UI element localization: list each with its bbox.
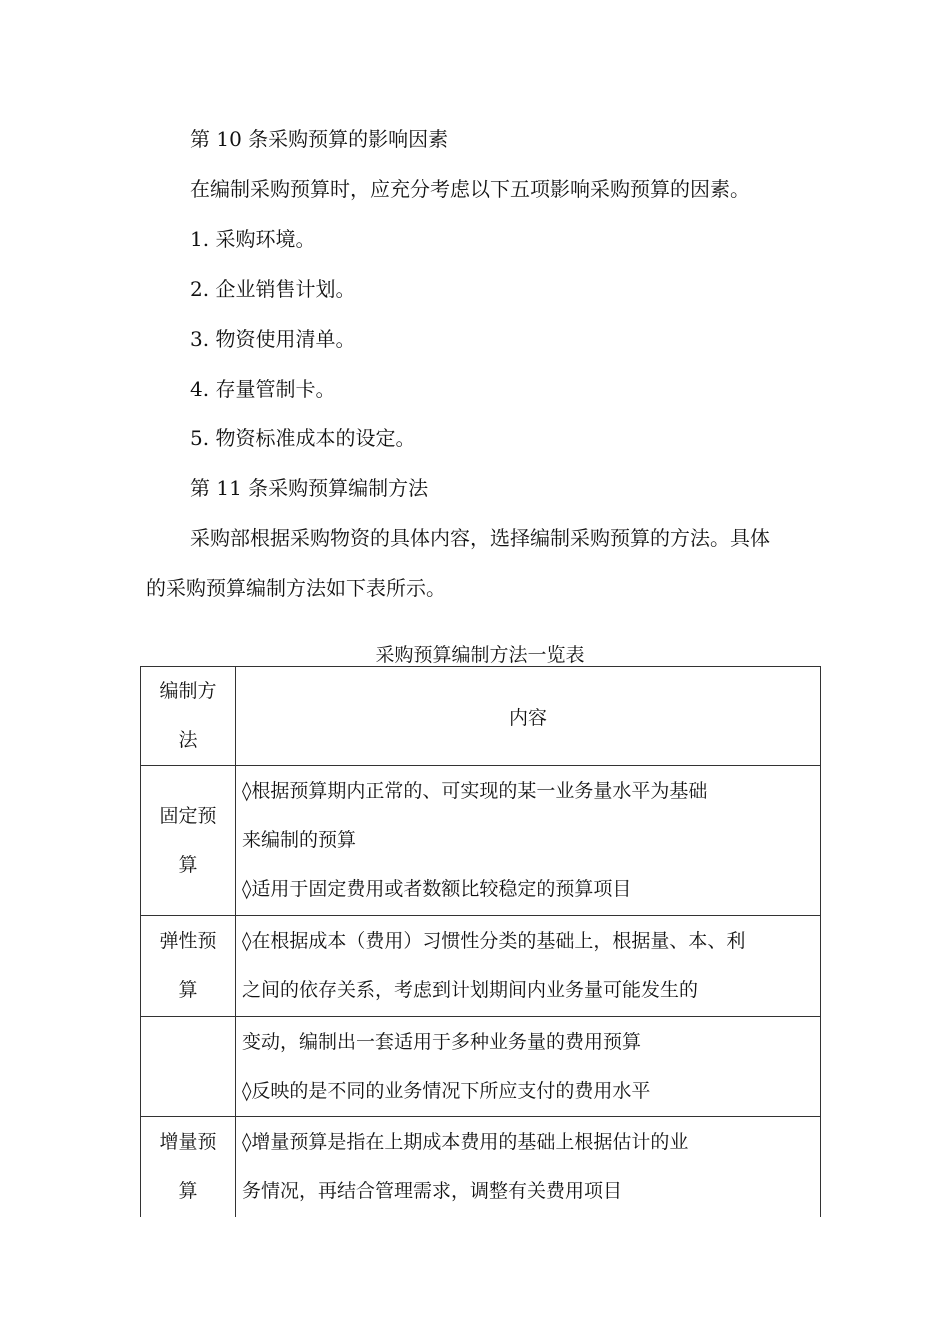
budget-methods-table	[140, 666, 821, 1217]
table-caption: 采购预算编制方法一览表	[375, 644, 585, 666]
content-line: 之间的依存关系，考虑到计划期间内业务量可能发生的	[242, 979, 699, 1001]
header-method-line2: 法	[178, 729, 198, 751]
method-cell	[141, 766, 236, 916]
table-row	[141, 766, 821, 916]
article-11-intro-line2: 的采购预算编制方法如下表所示。	[146, 576, 446, 600]
method-line1: 弹性预	[159, 930, 217, 952]
method-line2: 算	[178, 1179, 198, 1202]
content-line: 变动，编制出一套适用于多种业务量的费用预算	[242, 1030, 642, 1053]
article-11-heading: 第 11 条采购预算编制方法	[190, 476, 429, 500]
content-cell	[236, 766, 821, 916]
table-header-row	[141, 667, 821, 766]
header-content-cell: 内容	[236, 667, 821, 766]
table-row	[141, 1017, 821, 1117]
content-line: ◊在根据成本（费用）习惯性分类的基础上，根据量、本、利	[242, 930, 746, 952]
method-cell	[141, 1017, 236, 1117]
content-cell	[236, 1117, 821, 1217]
table-row	[141, 916, 821, 1017]
content-line: 来编制的预算	[242, 829, 357, 851]
content-line: ◊根据预算期内正常的、可实现的某一业务量水平为基础	[242, 780, 708, 802]
table-row	[141, 1117, 821, 1217]
article-10-heading: 第 10 条采购预算的影响因素	[190, 127, 449, 151]
content-cell	[236, 1017, 821, 1117]
factor-item-3: 3. 物资使用清单。	[190, 327, 356, 351]
method-cell	[141, 916, 236, 1017]
content-line: ◊增量预算是指在上期成本费用的基础上根据估计的业	[242, 1130, 689, 1153]
factor-item-4: 4. 存量管制卡。	[190, 377, 336, 401]
content-line: ◊反映的是不同的业务情况下所应支付的费用水平	[242, 1079, 651, 1102]
content-cell	[236, 916, 821, 1017]
factor-item-2: 2. 企业销售计划。	[190, 277, 356, 301]
method-cell	[141, 1117, 236, 1217]
method-line1: 增量预	[159, 1130, 217, 1153]
content-line: ◊适用于固定费用或者数额比较稳定的预算项目	[242, 878, 632, 900]
factor-item-1: 1. 采购环境。	[190, 227, 316, 251]
article-11-intro-line1: 采购部根据采购物资的具体内容，选择编制采购预算的方法。具体	[190, 526, 770, 550]
article-10-intro: 在编制采购预算时，应充分考虑以下五项影响采购预算的因素。	[190, 177, 750, 201]
method-line2: 算	[178, 853, 198, 876]
header-method-line1: 编制方	[159, 680, 217, 702]
method-line1: 固定预	[159, 804, 217, 827]
method-line2: 算	[178, 979, 198, 1001]
header-method-cell	[141, 667, 236, 766]
factor-item-5: 5. 物资标准成本的设定。	[190, 426, 416, 450]
content-line: 务情况，再结合管理需求，调整有关费用项目	[242, 1179, 623, 1202]
